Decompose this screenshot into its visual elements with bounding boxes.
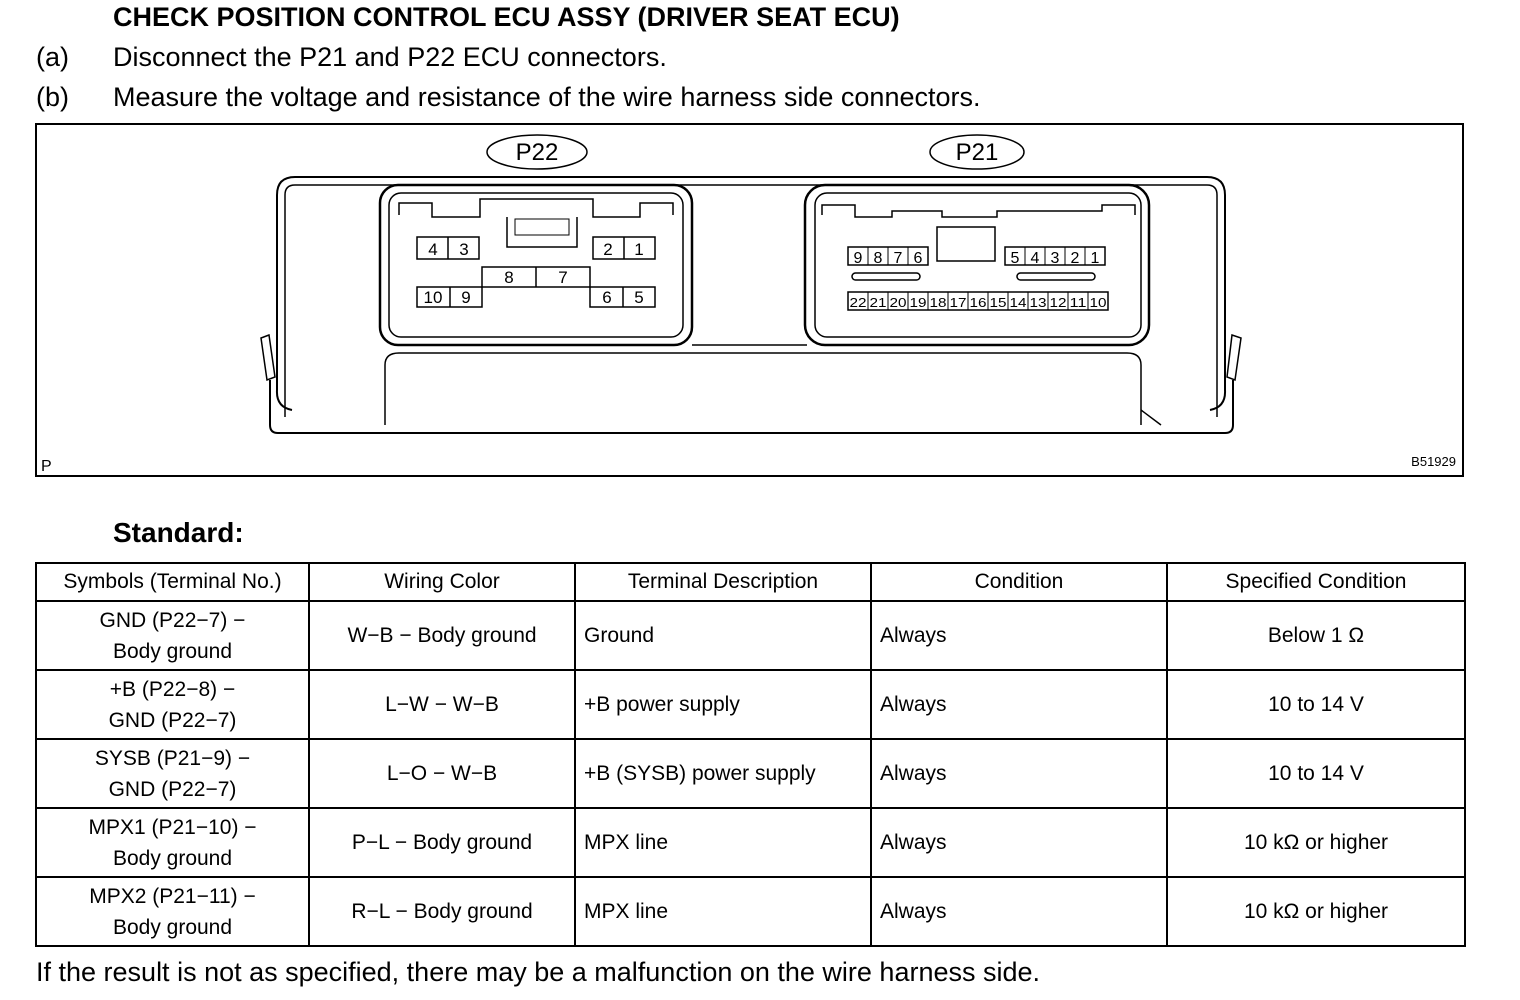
step-a-text: Disconnect the P21 and P22 ECU connectors. bbox=[113, 42, 667, 72]
p21-pin: 22 bbox=[849, 295, 867, 310]
col-header-terminal-description: Terminal Description bbox=[575, 563, 871, 601]
col-header-specified-condition: Specified Condition bbox=[1167, 563, 1465, 601]
p22-pin: 5 bbox=[634, 288, 644, 307]
ecu-base bbox=[270, 380, 1233, 433]
p22-pin: 8 bbox=[504, 268, 514, 287]
cell-specified-condition: Below 1 Ω bbox=[1167, 601, 1465, 670]
table-row bbox=[36, 808, 1465, 877]
p22-pin: 2 bbox=[603, 240, 613, 259]
table-row bbox=[36, 601, 1465, 670]
step-b-text: Measure the voltage and resistance of the wire harness side connectors. bbox=[113, 82, 981, 112]
cell-terminal-description: +B (SYSB) power supply bbox=[575, 739, 871, 808]
p22-pin: 7 bbox=[558, 268, 568, 287]
figure-corner-letter: P bbox=[41, 458, 52, 475]
cell-condition: Always bbox=[871, 601, 1167, 670]
p21-top-left-pins bbox=[848, 247, 928, 267]
p21-pin: 4 bbox=[1030, 250, 1040, 267]
cell-symbols: MPX2 (P21−11) − Body ground bbox=[36, 877, 309, 946]
p21-pin: 10 bbox=[1089, 295, 1107, 310]
left-clip bbox=[261, 335, 275, 380]
table-row bbox=[36, 670, 1465, 739]
p22-connector bbox=[380, 185, 692, 345]
cell-terminal-description: +B power supply bbox=[575, 670, 871, 739]
cell-terminal-description: MPX line bbox=[575, 877, 871, 946]
cell-symbols: GND (P22−7) − Body ground bbox=[36, 601, 309, 670]
step-a-label: (a) bbox=[36, 42, 69, 72]
p21-connector bbox=[805, 185, 1149, 345]
step-a bbox=[36, 42, 667, 73]
cell-symbols: MPX1 (P21−10) − Body ground bbox=[36, 808, 309, 877]
p22-pin: 4 bbox=[428, 240, 438, 259]
p22-pin: 1 bbox=[634, 240, 644, 259]
cell-symbols: +B (P22−8) − GND (P22−7) bbox=[36, 670, 309, 739]
cell-terminal-description: Ground bbox=[575, 601, 871, 670]
p21-pin: 11 bbox=[1069, 295, 1087, 310]
cell-specified-condition: 10 to 14 V bbox=[1167, 739, 1465, 808]
p21-pin: 14 bbox=[1009, 295, 1027, 310]
p22-pin: 3 bbox=[459, 240, 469, 259]
col-header-symbols: Symbols (Terminal No.) bbox=[36, 563, 309, 601]
table-header-row bbox=[36, 563, 1465, 601]
step-b-label: (b) bbox=[36, 82, 69, 112]
col-header-wiring-color: Wiring Color bbox=[309, 563, 575, 601]
p21-pin: 19 bbox=[909, 295, 927, 310]
p21-pin: 7 bbox=[893, 250, 903, 267]
cell-symbols: SYSB (P21−9) − GND (P22−7) bbox=[36, 739, 309, 808]
p21-label: P21 bbox=[955, 139, 999, 166]
step-b bbox=[36, 82, 980, 113]
p22-pin: 6 bbox=[602, 288, 612, 307]
cell-wiring-color: P−L − Body ground bbox=[309, 808, 575, 877]
p21-pin: 3 bbox=[1050, 250, 1060, 267]
table-row bbox=[36, 739, 1465, 808]
ecu-connector-diagram bbox=[37, 125, 1462, 475]
p22-pin: 9 bbox=[461, 288, 471, 307]
cell-specified-condition: 10 to 14 V bbox=[1167, 670, 1465, 739]
p21-pin: 8 bbox=[873, 250, 883, 267]
cell-specified-condition: 10 kΩ or higher bbox=[1167, 877, 1465, 946]
col-header-condition: Condition bbox=[871, 563, 1167, 601]
cell-terminal-description: MPX line bbox=[575, 808, 871, 877]
right-clip bbox=[1227, 335, 1241, 380]
cell-wiring-color: L−W − W−B bbox=[309, 670, 575, 739]
cell-condition: Always bbox=[871, 739, 1167, 808]
p21-pin: 13 bbox=[1029, 295, 1047, 310]
p21-pin: 9 bbox=[853, 250, 863, 267]
connector-figure bbox=[35, 123, 1464, 477]
cell-specified-condition: 10 kΩ or higher bbox=[1167, 808, 1465, 877]
cell-wiring-color: R−L − Body ground bbox=[309, 877, 575, 946]
p21-pin: 16 bbox=[969, 295, 987, 310]
cell-condition: Always bbox=[871, 670, 1167, 739]
cell-wiring-color: W−B − Body ground bbox=[309, 601, 575, 670]
page-title: CHECK POSITION CONTROL ECU ASSY (DRIVER SEAT ECU) bbox=[113, 2, 900, 32]
standard-label: Standard: bbox=[113, 517, 244, 548]
lower-recess bbox=[385, 353, 1141, 425]
p22-label: P22 bbox=[515, 139, 559, 166]
cell-wiring-color: L−O − W−B bbox=[309, 739, 575, 808]
p21-pin: 5 bbox=[1010, 250, 1020, 267]
p21-pin: 17 bbox=[949, 295, 967, 310]
p21-pin: 18 bbox=[929, 295, 947, 310]
p21-pin: 12 bbox=[1049, 295, 1067, 310]
p22-pin: 10 bbox=[423, 288, 443, 307]
footer-note: If the result is not as specified, there may be a malfunction on the wire harness side. bbox=[36, 957, 1041, 987]
cell-condition: Always bbox=[871, 877, 1167, 946]
cell-condition: Always bbox=[871, 808, 1167, 877]
figure-code: B51929 bbox=[1411, 454, 1456, 469]
p21-pin: 21 bbox=[869, 295, 887, 310]
p21-pin: 6 bbox=[913, 250, 923, 267]
p21-pin: 20 bbox=[889, 295, 907, 310]
p21-pin: 2 bbox=[1070, 250, 1080, 267]
p21-pin: 15 bbox=[989, 295, 1007, 310]
p21-pin: 1 bbox=[1090, 250, 1100, 267]
table-row bbox=[36, 877, 1465, 946]
standard-table bbox=[35, 562, 1466, 947]
